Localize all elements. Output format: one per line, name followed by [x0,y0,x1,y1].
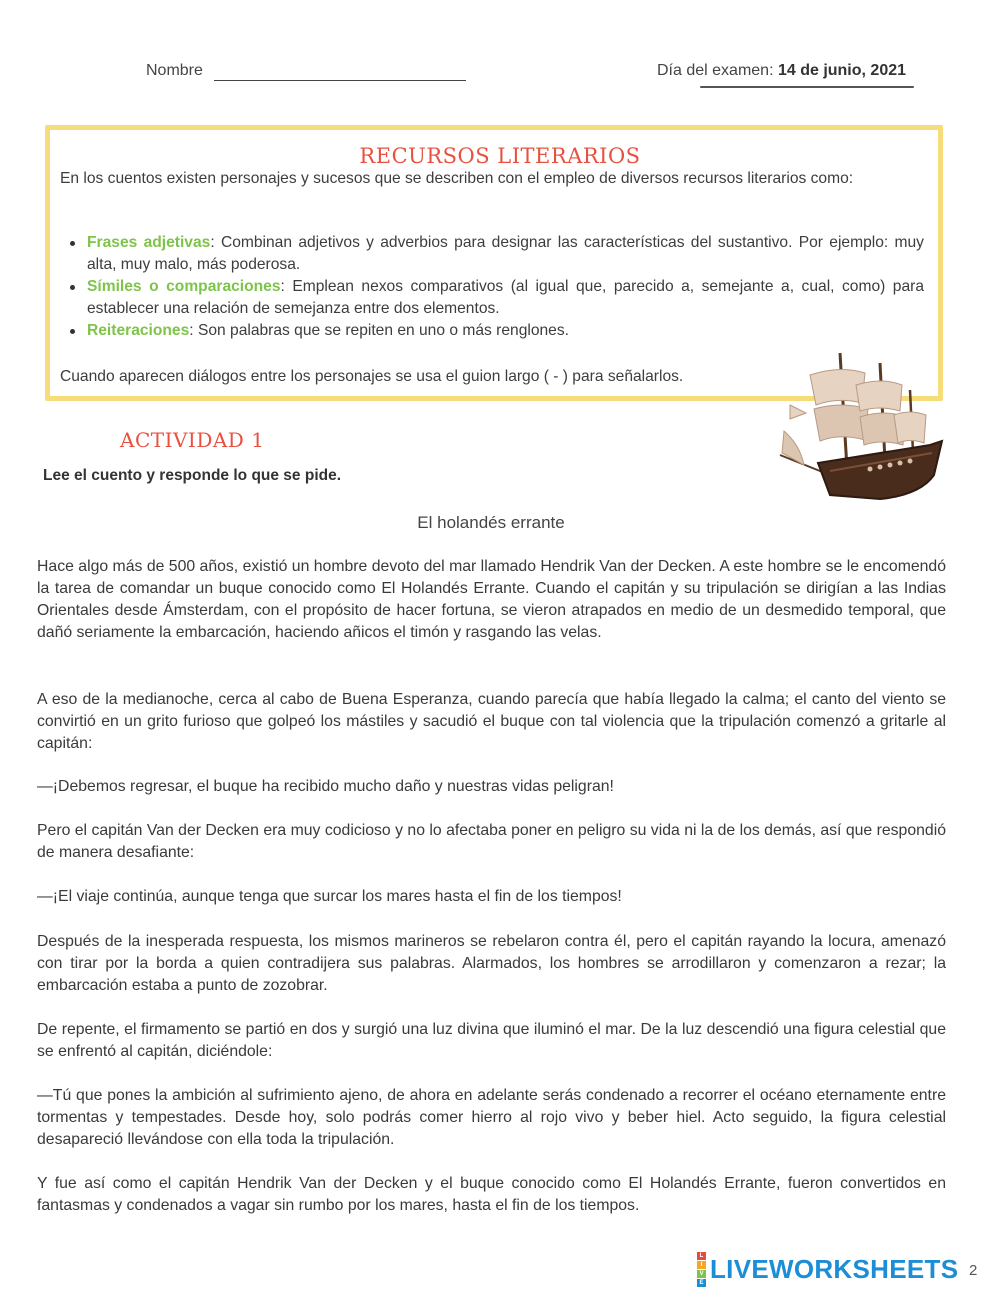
logo-mark-icon: L I V E [697,1252,706,1287]
term-definition: : Combinan adjetivos y adverbios para designar las características del sustantivo. Por ejemplo: muy alta, muy malo, más poderosa. [87,234,924,273]
resources-list [60,232,924,342]
exam-date-label: Día del examen: [657,62,778,79]
story-paragraph: —¡Debemos regresar, el buque ha recibido mucho daño y nuestras vidas peligran! [37,778,614,795]
story-paragraph: De repente, el firmamento se partió en dos y surgió una luz divina que iluminó el mar. De la luz descendió una figura celestial que se enfrentó al capitán, diciéndole: [37,1021,946,1060]
story-paragraph: Y fue así como el capitán Hendrik Van der Decken y el buque conocido como El Holandés Errante, fueron convertidos en fantasmas y condenados a vagar sin rumbo por los mares, hasta el fin de los tiempos. [37,1175,946,1214]
dialog-note: Cuando aparecen diálogos entre los personajes se usa el guion largo ( - ) para señalarlos. [60,368,684,385]
resources-title: RECURSOS LITERARIOS [359,144,641,168]
activity-instruction: Lee el cuento y responde lo que se pide. [43,467,342,484]
name-input-line[interactable] [214,80,466,81]
story-paragraph: Hace algo más de 500 años, existió un hombre devoto del mar llamado Hendrik Van der Decken. A este hombre se le encomendó la tarea de comandar un buque conocido como El Holandés Errante. Cuando el capitán y su tripulación se dirigían a las Indias Orientales desde Ámsterdam, con el propósito de hacer fortuna, se vieron atrapados en medio de un desmedido temporal, que dañó seriamente la embarcación, haciendo añicos el timón y rasgando las velas. [37,558,946,641]
date-underline [700,86,914,88]
ship-illustration [770,345,950,515]
exam-date-value: 14 de junio, 2021 [777,62,907,79]
ship-icon [780,353,942,499]
story-paragraph: —¡El viaje continúa, aunque tenga que surcar los mares hasta el fin de los tiempos! [37,888,622,905]
story-paragraph: A eso de la medianoche, cerca al cabo de Buena Esperanza, cuando parecía que había llegado la calma; el canto del viento se convirtió en un grito furioso que golpeó los mástiles y sacudió el buque con tal violencia que la tripulación comenzó a gritarle al capitán: [37,691,946,752]
brand-text: LIVEWORKSHEETS [710,1253,959,1284]
resources-intro: En los cuentos existen personajes y sucesos que se describen con el empleo de diversos recursos literarios como: [60,170,854,187]
list-item [60,276,924,320]
activity-title: ACTIVIDAD 1 [120,428,265,452]
term-frases-adjetivas: Frases adjetivas [87,234,211,251]
term-reiteraciones: Reiteraciones [87,322,190,339]
story-paragraph: Pero el capitán Van der Decken era muy codicioso y no lo afectaba poner en peligro su vida ni la de los demás, así que respondió de manera desafiante: [37,822,946,861]
term-definition: : Son palabras que se repiten en uno o más renglones. [189,322,569,339]
story-paragraph: Después de la inesperada respuesta, los mismos marineros se rebelaron contra él, pero el capitán rayando la locura, amenazó con tirar por la borda a quien contradijera sus palabras. Alarmados, los hombres se arrodillaron y comenzaron a rezar; la embarcación estaba a punto de zozobrar. [37,933,946,994]
list-item [60,232,924,276]
story-title: El holandés errante [417,513,565,532]
term-similes: Símiles o comparaciones [87,278,281,295]
story-paragraph: —Tú que pones la ambición al sufrimiento ajeno, de ahora en adelante serás condenado a recorrer el océano eternamente entre tormentas y tempestades. Desde hoy, solo podrás comer hierro al rojo vivo y beber hiel. Acto seguido, la figura celestial desapareció llevándose con ella toda la tripulación. [37,1087,946,1148]
name-label: Nombre [146,62,203,79]
liveworksheets-logo [697,1254,958,1284]
exam-date [657,62,906,80]
list-item [60,320,924,342]
page-number: 2 [969,1262,978,1279]
term-definition: : Emplean nexos comparativos (al igual que, parecido a, semejante a, cual, como) para establecer una relación de semejanza entre dos elementos. [87,278,925,317]
